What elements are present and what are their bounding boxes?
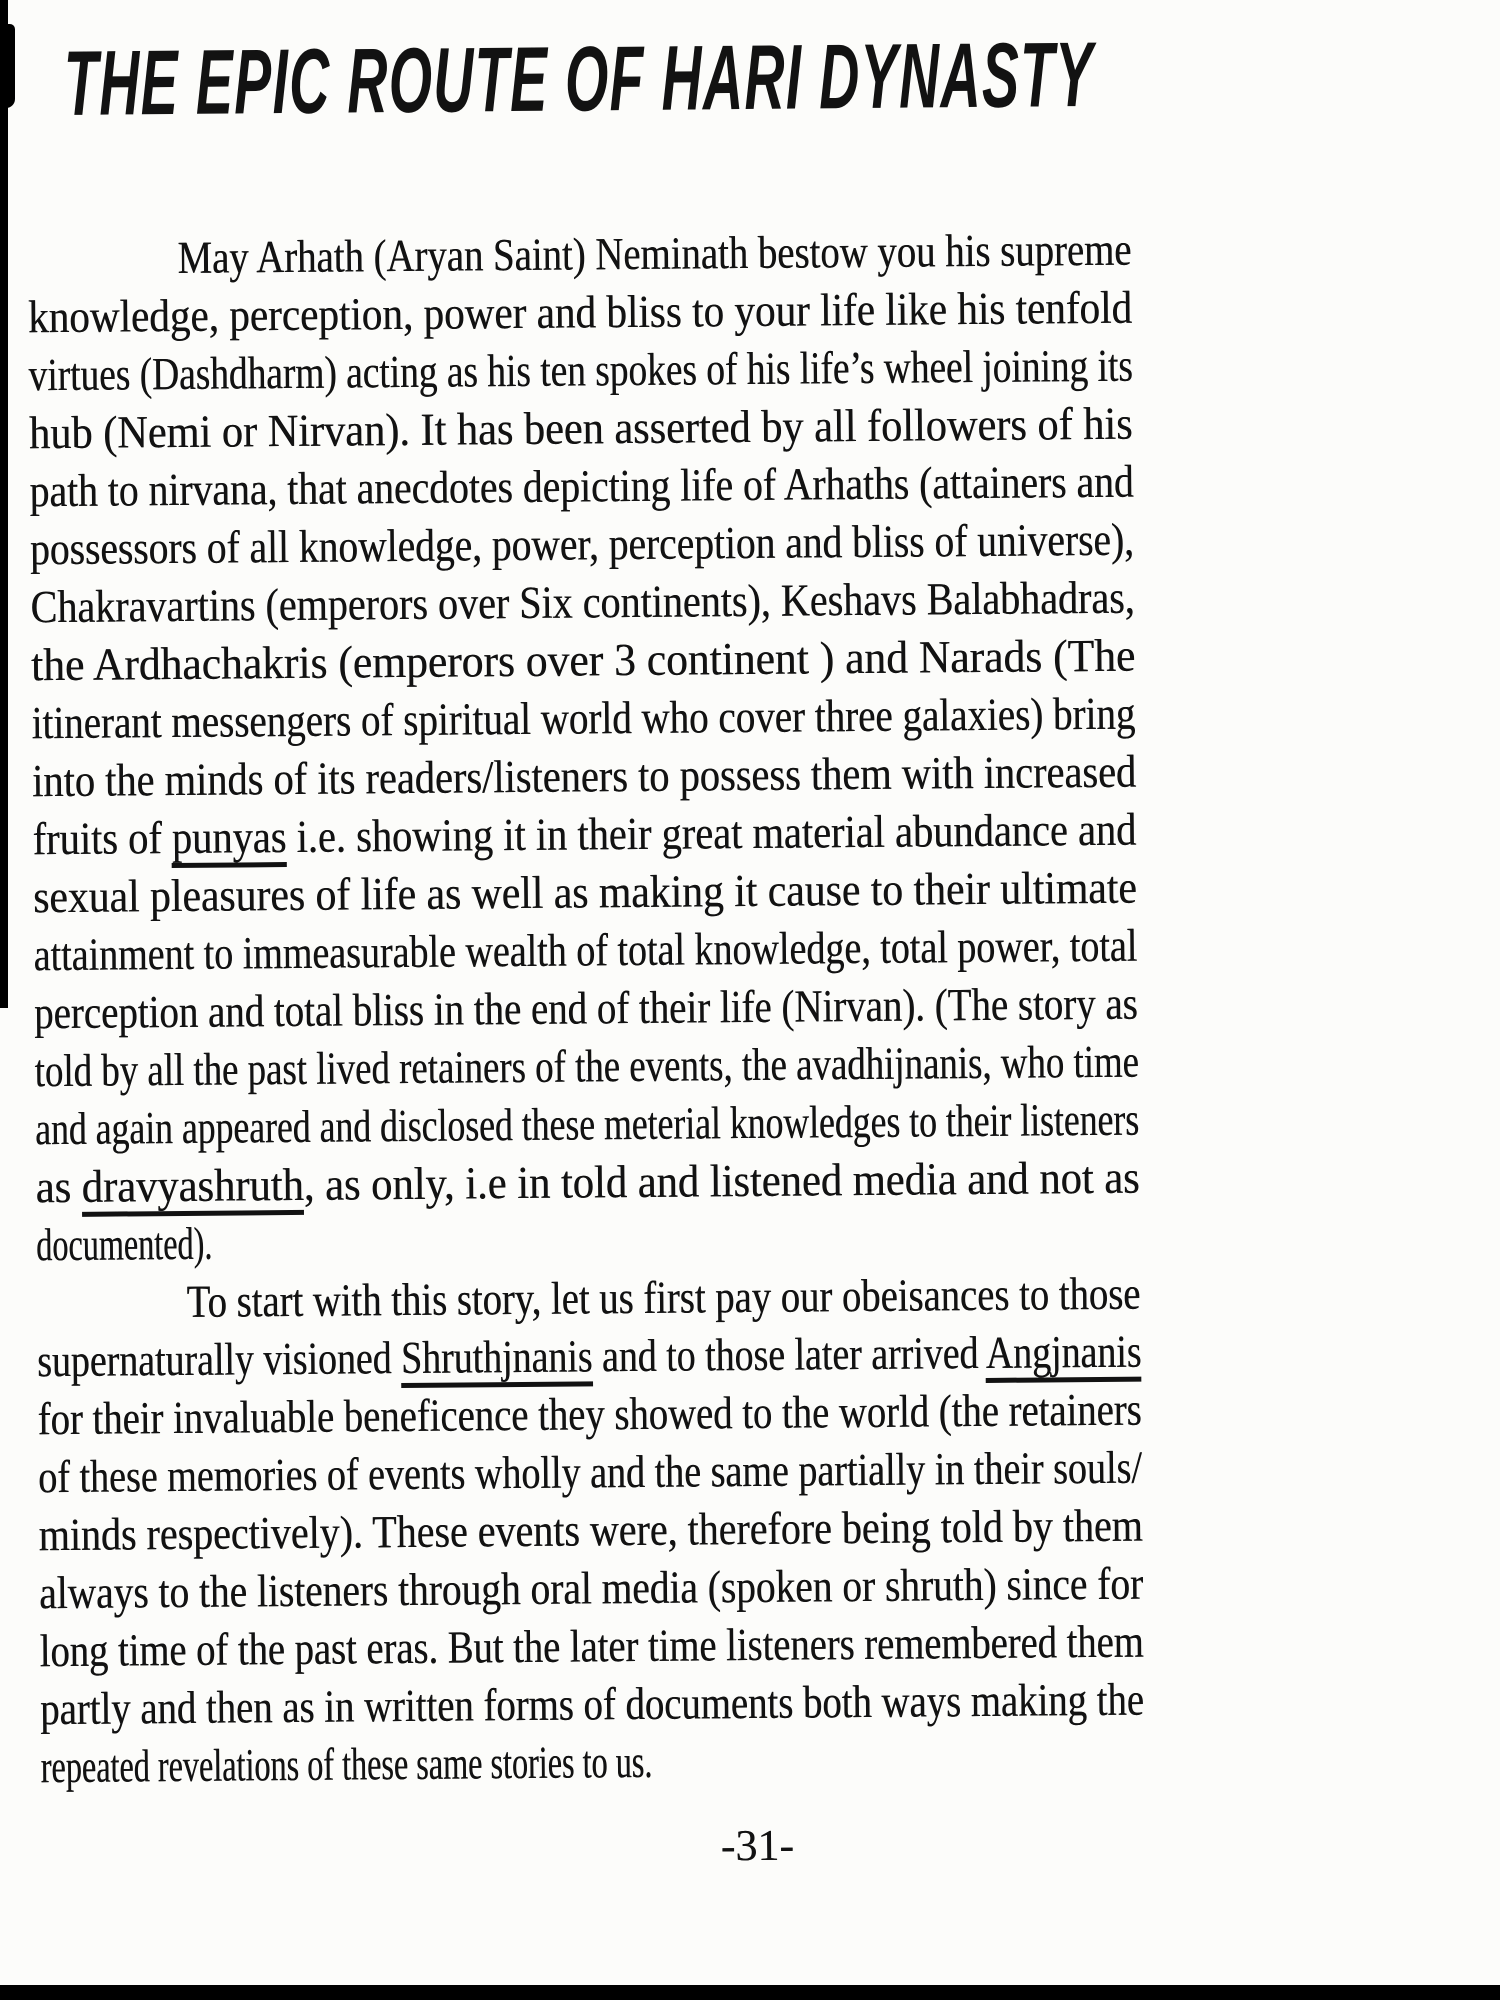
text-line xyxy=(34,975,1138,1043)
text-segment: itinerant messengers of spiritual world who cover three galaxies) bring xyxy=(31,687,1136,749)
underlined-term: Angjnanis xyxy=(986,1326,1142,1383)
text-line xyxy=(37,1323,1141,1391)
text-segment: as xyxy=(35,1160,82,1213)
text-line xyxy=(36,1265,1140,1333)
text-line xyxy=(40,1671,1144,1739)
text-line xyxy=(33,917,1137,985)
text-segment: always to the listeners through oral media (spoken or shruth) since for xyxy=(38,1557,1144,1619)
text-segment: i.e. showing it in their great material abundance and xyxy=(286,803,1137,863)
text-segment: attainment to immeasurable wealth of total knowledge, total power, total xyxy=(33,919,1138,981)
text-line xyxy=(35,1091,1139,1159)
text-segment: supernaturally visioned xyxy=(36,1332,402,1387)
text-segment: and again appeared and disclosed these meterial knowledges to their listeners xyxy=(34,1093,1140,1155)
text-segment: minds respectively). These events were, therefore being told by them xyxy=(38,1499,1143,1561)
underlined-term: punyas xyxy=(172,811,287,868)
text-line xyxy=(31,685,1135,753)
text-segment: the Ardhachakris (emperors over 3 continent ) and Narads (The xyxy=(30,629,1136,691)
text-line xyxy=(30,569,1134,637)
body-text xyxy=(27,221,1145,1797)
text-segment: , as only, i.e in told and listened media and not as xyxy=(303,1151,1140,1210)
text-line xyxy=(28,279,1132,347)
text-segment: and to those later arrived xyxy=(592,1326,986,1382)
underlined-term: dravyashruth xyxy=(81,1159,304,1217)
text-segment: perception and total bliss in the end of their life (Nirvan). (The story as xyxy=(33,977,1138,1039)
text-line xyxy=(38,1497,1142,1565)
text-line xyxy=(28,337,1132,405)
text-line xyxy=(39,1555,1143,1623)
text-line xyxy=(32,743,1136,811)
text-segment: repeated revelations of these same stories to us. xyxy=(40,1735,653,1793)
text-segment: virtues (Dashdharm) acting as his ten spokes of his life’s wheel joining its xyxy=(28,339,1133,401)
text-segment: possessors of all knowledge, power, perception and bliss of universe), xyxy=(29,513,1135,575)
text-segment: partly and then as in written forms of documents both ways making the xyxy=(39,1673,1145,1735)
page-number-text: -31- xyxy=(720,1820,795,1871)
text-line xyxy=(38,1439,1142,1507)
text-line xyxy=(30,511,1134,579)
text-segment: into the minds of its readers/listeners to possess them with increased xyxy=(31,745,1137,807)
text-line xyxy=(27,221,1131,289)
text-line xyxy=(39,1613,1143,1681)
page-number xyxy=(7,1813,1500,1879)
text-segment: documented). xyxy=(35,1217,213,1271)
text-line xyxy=(31,627,1135,695)
text-segment: path to nirvana, that anecdotes depicting life of Arhaths (attainers and xyxy=(29,455,1134,517)
text-line xyxy=(35,1149,1139,1217)
page-title xyxy=(63,21,1500,135)
text-line xyxy=(40,1729,1144,1797)
text-segment: of these memories of events wholly and the same partially in their souls/ xyxy=(37,1441,1143,1503)
text-segment: hub (Nemi or Nirvan). It has been asserted by all followers of his xyxy=(28,397,1133,459)
text-segment: told by all the past lived retainers of the events, the avadhijnanis, who time xyxy=(34,1035,1140,1097)
text-segment: To start with this story, let us first pay our obeisances to those xyxy=(186,1267,1141,1327)
text-segment: fruits of xyxy=(32,812,173,865)
text-segment: Chakravartins (emperors over Six continents), Keshavs Balabhadras, xyxy=(30,571,1135,633)
text-line xyxy=(36,1207,1140,1275)
text-segment: long time of the past eras. But the later time listeners remembered them xyxy=(39,1615,1144,1677)
text-segment: knowledge, perception, power and bliss to your life like his tenfold xyxy=(27,281,1133,343)
text-line xyxy=(34,1033,1138,1101)
underlined-term: Shruthjnanis xyxy=(401,1330,593,1388)
text-line xyxy=(32,801,1136,869)
text-line xyxy=(33,859,1137,927)
text-line xyxy=(29,453,1133,521)
text-segment: May Arhath (Aryan Saint) Neminath bestow you his supreme xyxy=(177,223,1132,283)
text-line xyxy=(29,395,1133,463)
page-title-text: THE EPIC ROUTE OF HARI DYNASTY xyxy=(63,23,1095,135)
text-segment: for their invaluable beneficence they showed to the world (the retainers xyxy=(37,1383,1142,1445)
text-line xyxy=(37,1381,1141,1449)
text-segment: sexual pleasures of life as well as making it cause to their ultimate xyxy=(32,861,1137,923)
